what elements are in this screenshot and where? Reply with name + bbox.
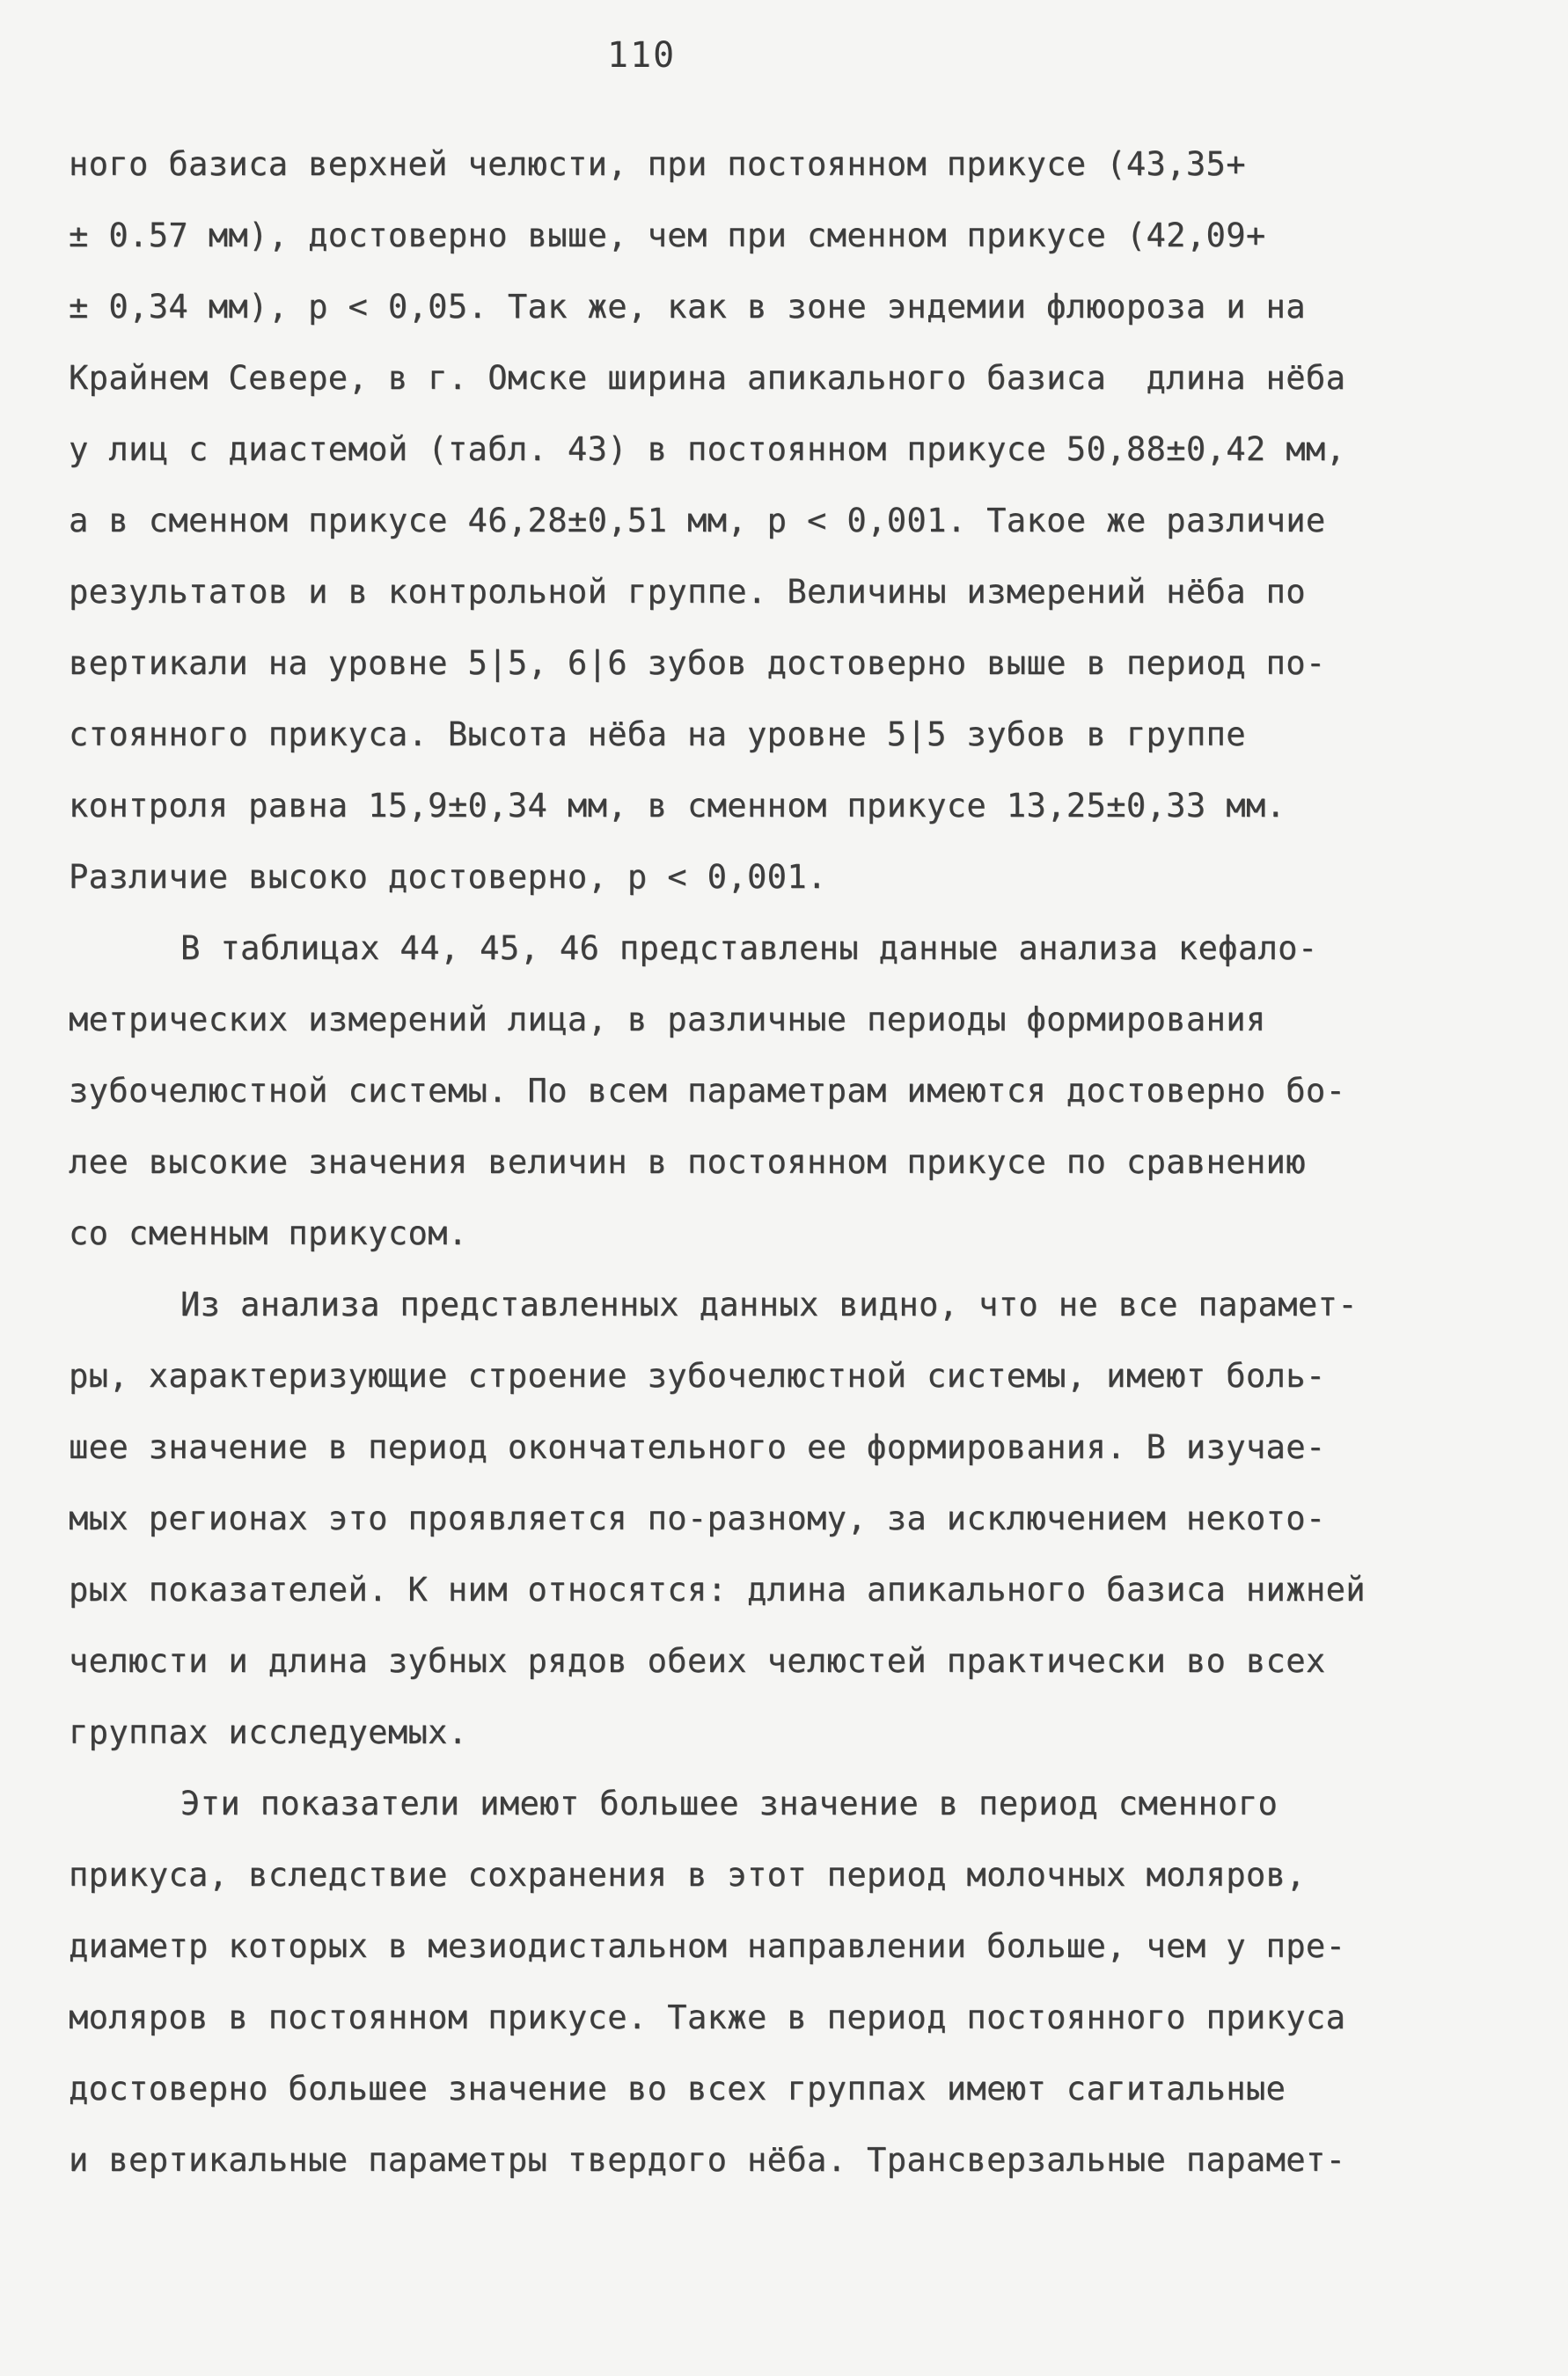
text-line: мых регионах это проявляется по-разному, за исключением некото- <box>69 1500 1326 1537</box>
text-line: контроля равна 15,9±0,34 мм, в сменном прикусе 13,25±0,33 мм. <box>69 787 1286 825</box>
text-line: челюсти и длина зубных рядов обеих челюстей практически во всех <box>69 1642 1326 1680</box>
text-line: Из анализа представленных данных видно, что не все парамет- <box>180 1286 1358 1324</box>
text-line: группах исследуемых. <box>69 1713 468 1751</box>
text-line: ры, характеризующие строение зубочелюстной системы, имеют боль- <box>69 1357 1326 1395</box>
text-line: Эти показатели имеют большее значение в период сменного <box>180 1785 1279 1822</box>
text-line: ного базиса верхней челюсти, при постоянном прикусе (43,35+ <box>69 145 1246 183</box>
text-line: и вертикальные параметры твердого нёба. Трансверзальные парамет- <box>69 2141 1346 2179</box>
text-line: со сменным прикусом. <box>69 1214 468 1252</box>
text-line: ± 0,34 мм), р < 0,05. Так же, как в зоне эндемии флюороза и на <box>69 288 1306 326</box>
text-line: рых показателей. К ним относятся: длина апикального базиса нижней <box>69 1571 1366 1609</box>
text-line: метрических измерений лица, в различные периоды формирования <box>69 1001 1266 1038</box>
text-line: а в сменном прикусе 46,28±0,51 мм, р < 0,001. Такое же различие <box>69 502 1326 539</box>
page-number: 110 <box>607 35 677 76</box>
text-line: у лиц с диастемой (табл. 43) в постоянном прикусе 50,88±0,42 мм, <box>69 430 1346 468</box>
text-line: результатов и в контрольной группе. Величины измерений нёба по <box>69 573 1306 611</box>
text-line: прикуса, вследствие сохранения в этот период молочных моляров, <box>69 1856 1306 1894</box>
text-line: Крайнем Севере, в г. Омске ширина апикального базиса длина нёба <box>69 359 1346 397</box>
text-line: ± 0.57 мм), достоверно выше, чем при сменном прикусе (42,09+ <box>69 216 1266 254</box>
text-line: зубочелюстной системы. По всем параметрам имеются достоверно бо- <box>69 1072 1346 1110</box>
text-line: вертикали на уровне 5|5, 6|6 зубов достоверно выше в период по- <box>69 644 1326 682</box>
text-line: В таблицах 44, 45, 46 представлены данные анализа кефало- <box>180 929 1318 967</box>
text-line: диаметр которых в мезиодистальном направлении больше, чем у пре- <box>69 1927 1346 1965</box>
text-line: шее значение в период окончательного ее формирования. В изучае- <box>69 1428 1326 1466</box>
text-line: стоянного прикуса. Высота нёба на уровне 5|5 зубов в группе <box>69 715 1246 753</box>
text-line: лее высокие значения величин в постоянном прикусе по сравнению <box>69 1143 1306 1181</box>
text-line: Различие высоко достоверно, р < 0,001. <box>69 858 827 896</box>
text-line: достоверно большее значение во всех группах имеют сагитальные <box>69 2070 1286 2108</box>
text-line: моляров в постоянном прикусе. Также в период постоянного прикуса <box>69 1998 1346 2036</box>
